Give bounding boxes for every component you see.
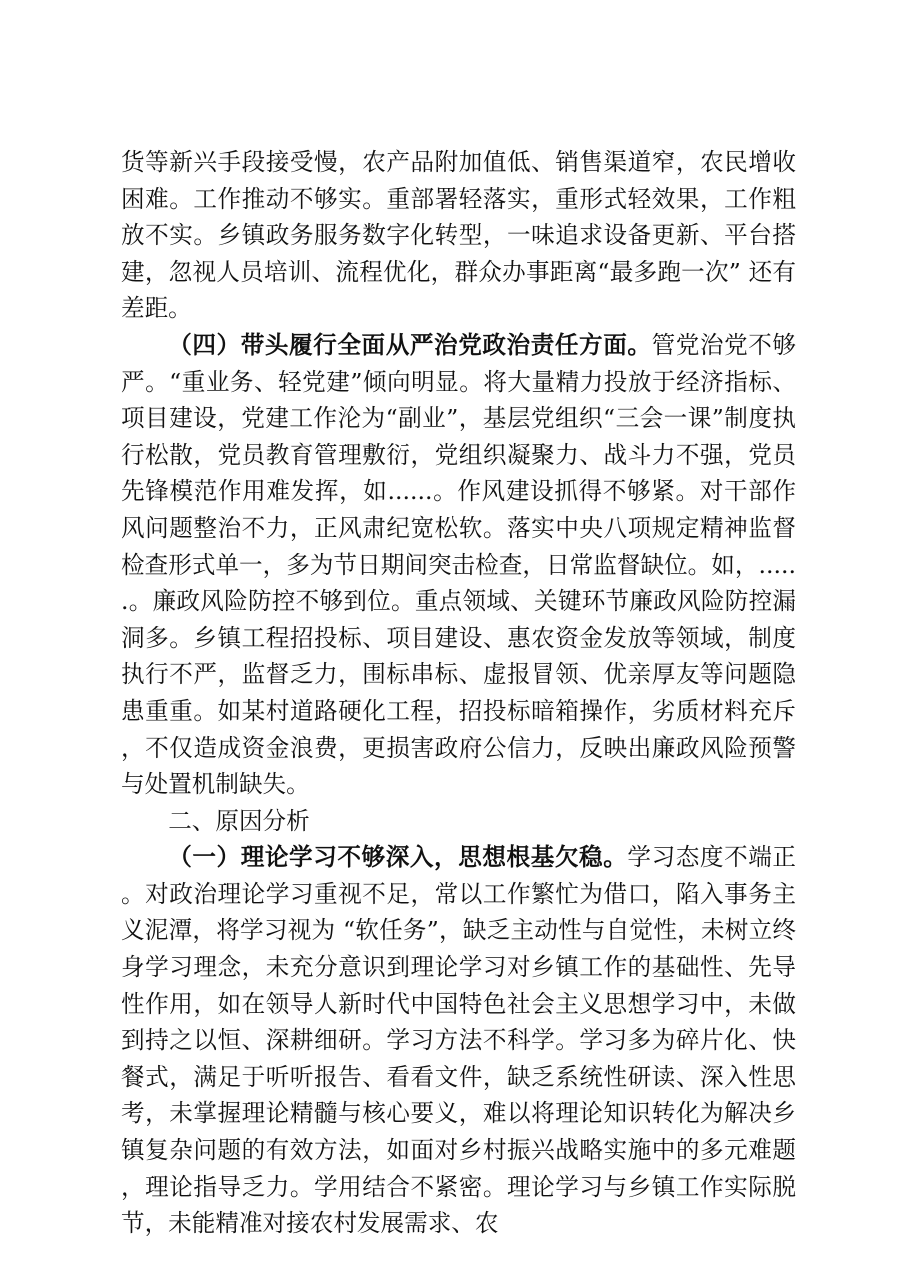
section-title: 二、原因分析 bbox=[168, 806, 310, 835]
paragraph-heading: （一）理论学习不够深入，思想根基欠稳。 bbox=[168, 843, 628, 872]
paragraph-continuation: 货等新兴手段接受慢，农产品附加值低、销售渠道窄，农民增收困难。工作推动不够实。重部署轻落实，重形式轻效果，工作粗放不实。乡镇政务服务数字化转型，一味追求设备更新、平台搭建，忽视人员培训、流程优化，群众办事距离“最多跑一次” 还有差距。 bbox=[121, 148, 796, 323]
paragraph-text: 学习态度不端正。对政治理论学习重视不足，常以工作繁忙为借口，陷入事务主义泥潭，将学习视为 “软任务”，缺乏主动性与自觉性，未树立终身学习理念，未充分意识到理论学习对乡镇工作的基础性、先导性作用，如在领导人新时代中国特色社会主义思想学习中，未做到持之以恒、深耕细研。学习方法不科学。学习多为碎片化、快餐式，满足于听听报告、看看文件，缺乏系统性研读、深入性思考，未掌握理论精髓与核心要义，难以将理论知识转化为解决乡镇复杂问题的有效方法，如面对乡村振兴战略实施中的多元难题，理论指导乏力。学用结合不紧密。理论学习与乡镇工作实际脱节，未能精准对接农村发展需求、农 bbox=[121, 843, 797, 1238]
paragraph-text: 管党治党不够严。“重业务、轻党建”倾向明显。将大量精力投放于经济指标、项目建设，党建工作沦为“副业”，基层党组织“三会一课”制度执行松散，党员教育管理敷衍，党组织凝聚力、战斗力不强，党员先锋模范作用难发挥，如......。作风建设抓得不够紧。对干部作风问题整治不力，正风肃纪宽松软。落实中央八项规定精神监督检查形式单一，多为节日期间突击检查，日常监督缺位。如，......。廉政风险防控不够到位。重点领域、关键环节廉政风险防控漏洞多。乡镇工程招投标、项目建设、惠农资金发放等领域，制度执行不严，监督乏力，围标串标、虚报冒领、优亲厚友等问题隐患重重。如某村道路硬化工程，招投标暗箱操作，劣质材料充斥，不仅造成资金浪费，更损害政府公信力，反映出廉政风险预警与处置机制缺失。 bbox=[121, 330, 796, 799]
paragraph-heading: （四）带头履行全面从严治党政治责任方面。 bbox=[168, 330, 652, 359]
document-body bbox=[121, 144, 796, 1242]
paragraph-theory-study bbox=[121, 839, 796, 1242]
paragraph-party-governance bbox=[121, 327, 796, 803]
